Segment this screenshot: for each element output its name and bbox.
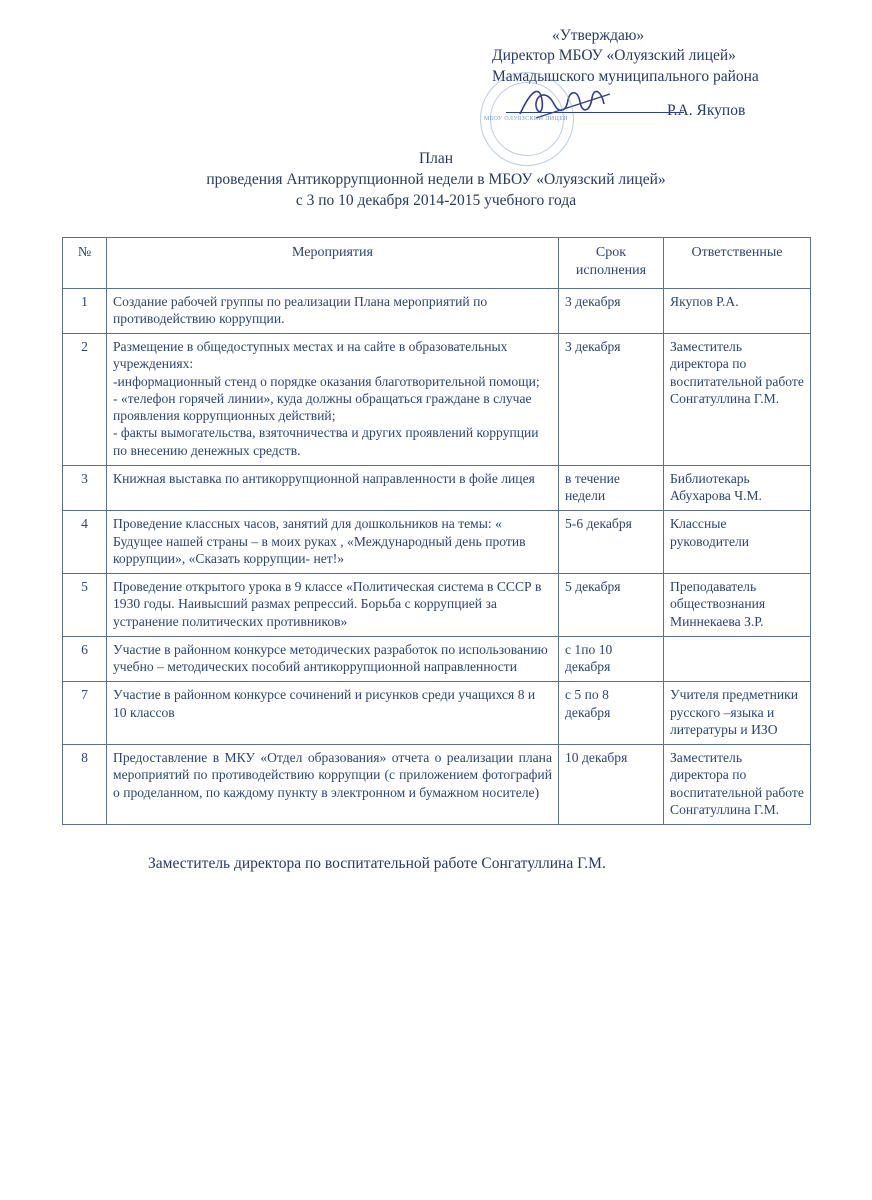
row-responsible-line: Заместитель директора по воспитательной работе Сонгатуллина Г.М. — [670, 339, 804, 406]
row-event-line: Предоставление в МКУ «Отдел образования» отчета о реализации плана мероприятий по противодействию коррупции (с приложением фотографий о проделанном, по каждому пункту в электронном и бумажном носителе) — [113, 750, 552, 800]
approval-director-name: Р.А. Якупов — [667, 102, 746, 120]
row-event-line: Участие в районном конкурсе сочинений и рисунков среди учащихся 8 и 10 классов — [113, 687, 536, 720]
row-responsible — [664, 636, 811, 682]
row-date-line: 3 декабря — [565, 339, 621, 355]
row-responsible — [664, 574, 811, 637]
header-date-line2: исполнения — [575, 262, 647, 278]
title-line-3: с 3 по 10 декабря 2014-2015 учебного года — [295, 191, 577, 209]
plan-table — [62, 237, 811, 825]
approval-block — [492, 26, 810, 122]
row-event-line: Размещение в общедоступных местах и на сайте в образовательных учреждениях: — [113, 339, 508, 372]
row-event — [107, 682, 559, 745]
row-event-line: Создание рабочей группы по реализации Плана мероприятий по противодействию коррупции. — [113, 293, 488, 326]
row-responsible-line: Заместитель директора по воспитательной работе Сонгатуллина Г.М. — [670, 750, 804, 817]
row-event — [107, 288, 559, 334]
row-responsible — [664, 745, 811, 825]
stamp-text: МБОУ ОЛУЯЗСКИЙ ЛИЦЕЙ — [483, 116, 569, 122]
table-row — [63, 745, 811, 825]
table-row — [63, 511, 811, 574]
row-num: 4 — [63, 511, 107, 574]
row-event-line: - факты вымогательства, взяточничества и других проявлений коррупции по внесению денежных средств. — [113, 425, 539, 458]
row-date-line: 10 декабря — [565, 750, 628, 766]
row-date-line: в течение недели — [565, 470, 620, 504]
row-event — [107, 334, 559, 466]
row-responsible — [664, 682, 811, 745]
row-date — [559, 334, 664, 466]
row-event-line: Проведение классных часов, занятий для дошкольников на темы: « Будущее нашей страны – в моих руках , «Международный день против коррупции», «Сказать коррупции- нет!» — [113, 516, 526, 566]
title-line-1: План — [418, 149, 454, 167]
header-date-line1: Срок — [595, 245, 627, 261]
row-event — [107, 465, 559, 511]
row-date — [559, 682, 664, 745]
row-event-line: Книжная выставка по антикоррупционной направленности в фойе лицея — [113, 470, 535, 486]
row-num: 2 — [63, 334, 107, 466]
row-responsible-line: Учителя предметники русского –языка и литературы и ИЗО — [670, 687, 798, 737]
row-date — [559, 465, 664, 511]
row-responsible — [664, 511, 811, 574]
row-date — [559, 288, 664, 334]
row-responsible-line: Якупов Р.А. — [670, 293, 739, 309]
row-date-line: 3 декабря — [565, 293, 621, 309]
table-row — [63, 465, 811, 511]
document-title — [62, 148, 810, 211]
header-date — [559, 238, 664, 289]
row-date — [559, 574, 664, 637]
row-date-line: с 5 по 8 декабря — [565, 687, 611, 720]
table-row — [63, 636, 811, 682]
table-row — [63, 682, 811, 745]
row-event — [107, 636, 559, 682]
header-responsible: Ответственные — [664, 238, 811, 289]
approval-line-2: Директор МБОУ «Олуязский лицей» — [492, 47, 736, 65]
table-header-row — [63, 238, 811, 289]
row-num: 1 — [63, 288, 107, 334]
row-num: 6 — [63, 636, 107, 682]
row-event — [107, 511, 559, 574]
approval-line-3: Мамадышского муниципального района — [492, 67, 759, 85]
footer-signature: Заместитель директора по воспитательной работе Сонгатуллина Г.М. — [148, 855, 606, 873]
table-body — [63, 288, 811, 825]
row-date-line: 5 декабря — [565, 579, 621, 595]
table-row — [63, 334, 811, 466]
row-date — [559, 745, 664, 825]
title-line-2: проведения Антикоррупционной недели в МБОУ «Олуязский лицей» — [206, 170, 666, 188]
row-date — [559, 511, 664, 574]
row-event-line: Участие в районном конкурсе методических разработок по использованию учебно – методических пособий антикоррупционной направленности — [113, 641, 548, 675]
row-event — [107, 745, 559, 825]
row-responsible — [664, 465, 811, 511]
row-responsible-line: Классные руководители — [670, 516, 750, 549]
header-event: Мероприятия — [107, 238, 559, 289]
row-responsible — [664, 288, 811, 334]
row-event-line: Проведение открытого урока в 9 классе «Политическая система в СССР в 1930 годы. Наивысший размах репрессий. Борьба с коррупцией за устранение политических противников» — [113, 579, 542, 629]
row-event-line: - «телефон горячей линии», куда должны обращаться граждане в случае проявления коррупционных действий; — [113, 390, 532, 424]
row-num: 3 — [63, 465, 107, 511]
row-num: 7 — [63, 682, 107, 745]
row-date-line: 5-6 декабря — [565, 516, 632, 532]
row-event — [107, 574, 559, 637]
row-num: 8 — [63, 745, 107, 825]
approval-line-1: «Утверждаю» — [552, 27, 645, 44]
header-num: № — [63, 238, 107, 289]
table-row — [63, 574, 811, 637]
row-event-line: -информационный стенд о порядке оказания благотворительной помощи; — [113, 373, 540, 389]
row-num: 5 — [63, 574, 107, 637]
row-date — [559, 636, 664, 682]
row-responsible-line: Библиотекарь Абухарова Ч.М. — [670, 470, 762, 504]
row-responsible — [664, 334, 811, 466]
row-responsible-line: Преподаватель обществознания Миннекаева З.Р. — [670, 579, 766, 629]
row-date-line: с 1по 10 декабря — [565, 641, 613, 675]
table-row — [63, 288, 811, 334]
